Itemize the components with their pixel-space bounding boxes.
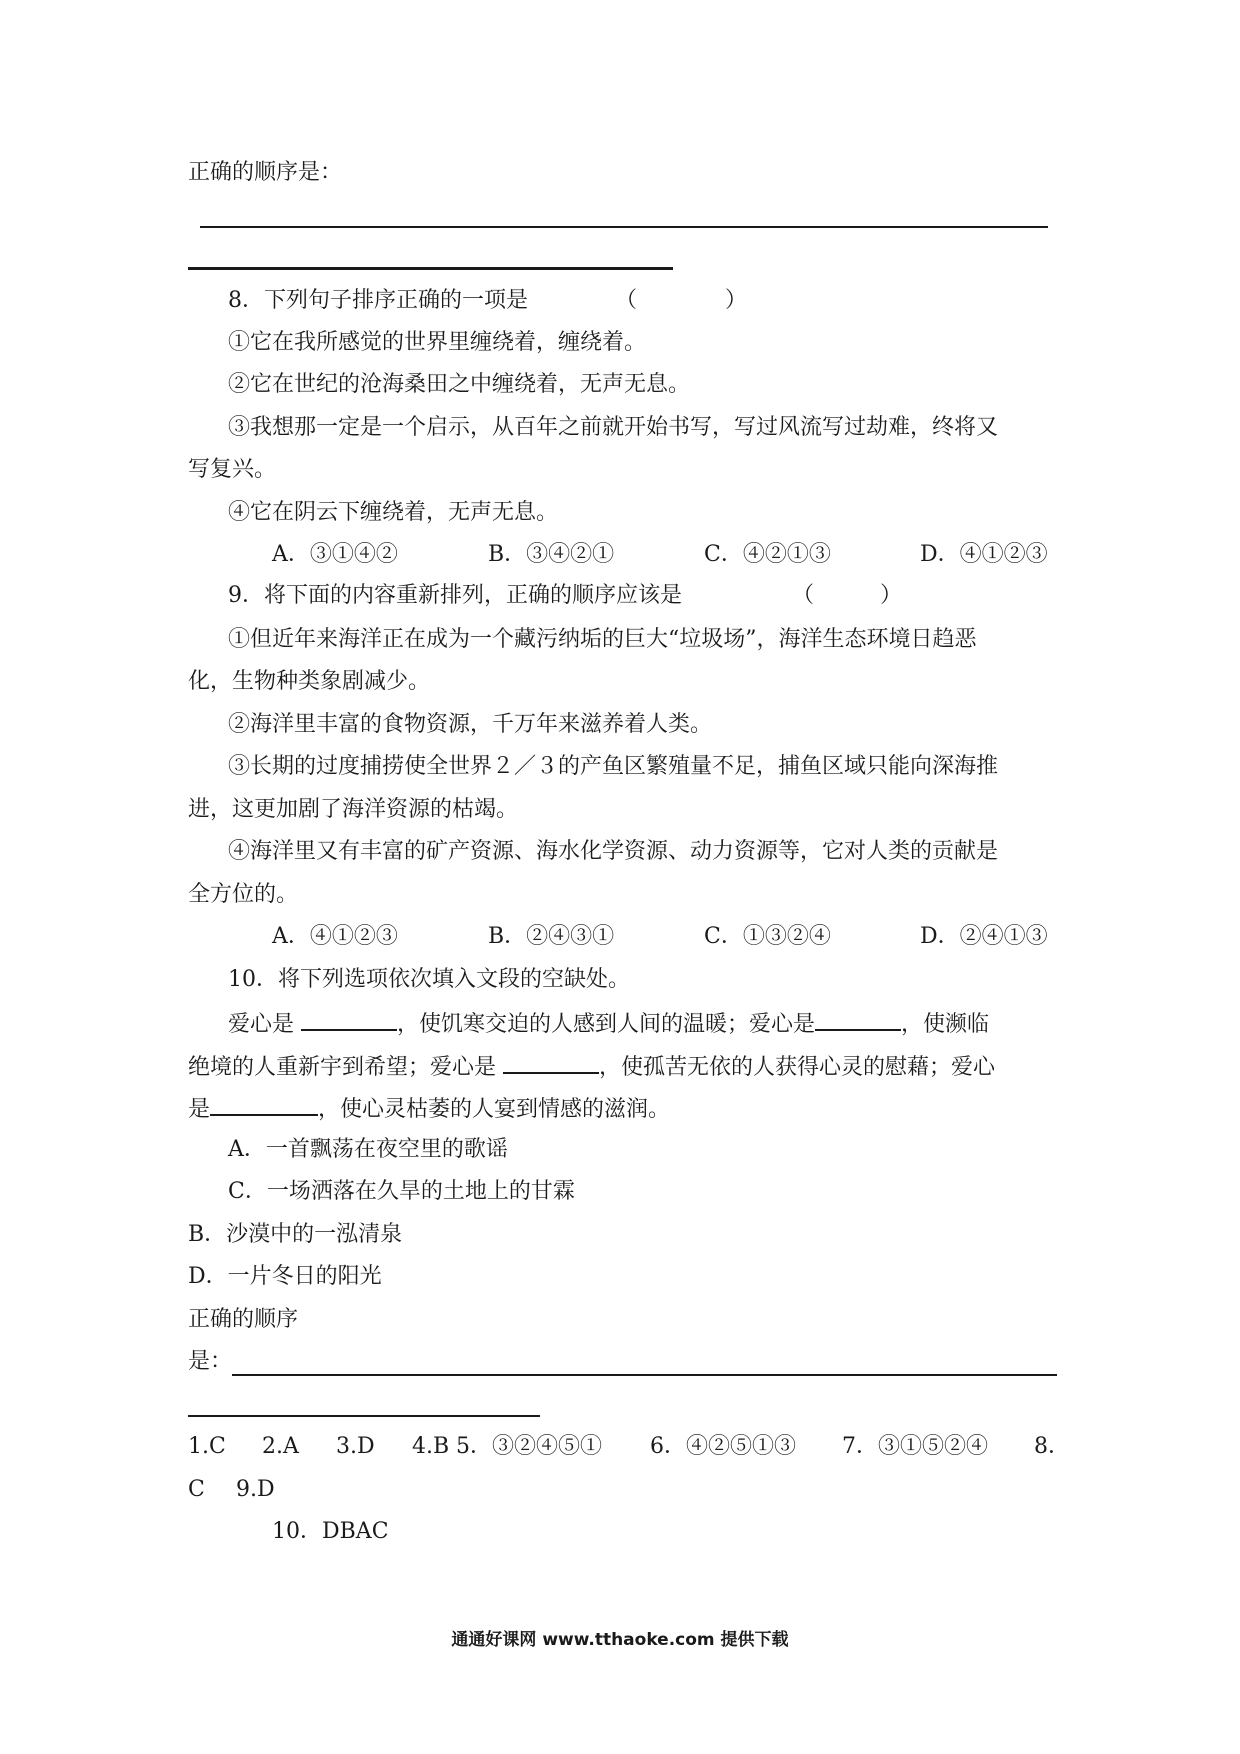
q8-option-a[interactable]: A．③①④②: [272, 542, 398, 567]
q9-sentence-3-cont: 进，这更加剧了海洋资源的枯竭。: [188, 797, 519, 822]
q8-sentence-1: ①它在我所感觉的世界里缠绕着，缠绕着。: [228, 330, 647, 355]
q10-text: 是: [188, 1097, 211, 1122]
answer-3: 3.D: [336, 1434, 375, 1459]
q10-order-prompt: 正确的顺序: [188, 1307, 299, 1332]
answer-5: 5．③②④⑤①: [456, 1434, 602, 1459]
q9-sentence-1-cont: 化，生物种类象剧减少。: [188, 669, 431, 694]
q9-option-a[interactable]: A．④①②③: [272, 924, 398, 949]
page-footer: 通通好课网 www.tthaoke.com 提供下载: [451, 1630, 789, 1650]
q10-order-prompt-cont: 是：: [188, 1349, 233, 1374]
answer-4: 4.B: [412, 1434, 450, 1459]
q9-option-c[interactable]: C．①③②④: [704, 924, 831, 949]
q10-option-b: B．沙漠中的一泓清泉: [188, 1222, 403, 1247]
answer-2: 2.A: [262, 1434, 299, 1459]
answer-10: 10．DBAC: [272, 1519, 389, 1544]
q10-text: ，使饥寒交迫的人感到人间的温暖；爱心是: [397, 1012, 816, 1037]
q7-answer-line-2[interactable]: [188, 267, 673, 270]
q9-option-b[interactable]: B．②④③①: [488, 924, 615, 949]
q8-sentence-3-cont: 写复兴。: [188, 457, 277, 482]
q10-text: ，使濒临: [901, 1012, 990, 1037]
q10-blank-1[interactable]: [301, 1007, 397, 1031]
q8-sentence-2: ②它在世纪的沧海桑田之中缠绕着，无声无息。: [228, 372, 691, 397]
q9-sentence-1: ①但近年来海洋正在成为一个藏污纳垢的巨大“垃圾场”，海洋生态环境日趋恶: [228, 627, 977, 652]
q10-passage-line-1: [228, 1007, 989, 1040]
q10-text: 绝境的人重新宇到希望；爱心是: [188, 1055, 497, 1080]
q9-sentence-4: ④海洋里又有丰富的矿产资源、海水化学资源、动力资源等，它对人类的贡献是: [228, 839, 999, 864]
q10-blank-3[interactable]: [503, 1050, 599, 1074]
answer-9: 9.D: [236, 1477, 275, 1502]
q8-sentence-3: ③我想那一定是一个启示，从百年之前就开始书写，写过风流写过劫难，终将又: [228, 415, 999, 440]
q8-option-c[interactable]: C．④②①③: [704, 542, 831, 567]
q8-answer-paren[interactable]: （ ）: [615, 288, 748, 313]
q10-answer-line-2[interactable]: [188, 1415, 540, 1417]
q8-stem: 8．下列句子排序正确的一项是: [228, 288, 528, 313]
q10-passage-line-2: [188, 1050, 995, 1083]
q9-sentence-3: ③长期的过度捕捞使全世界２／３的产鱼区繁殖量不足，捕鱼区域只能向深海推: [228, 754, 999, 779]
q10-blank-2[interactable]: [815, 1007, 901, 1031]
q9-sentence-4-cont: 全方位的。: [188, 882, 299, 907]
q9-option-d[interactable]: D．②④①③: [920, 924, 1048, 949]
answer-1: 1.C: [188, 1434, 226, 1459]
q10-text: 爱心是: [228, 1012, 295, 1037]
q10-text: ，使心灵枯萎的人宴到情感的滋润。: [318, 1097, 671, 1122]
q8-option-b[interactable]: B．③④②①: [488, 542, 615, 567]
q9-stem: 9．将下面的内容重新排列，正确的顺序应该是: [228, 583, 682, 608]
answer-8: 8．: [1034, 1434, 1070, 1459]
q10-answer-line-1[interactable]: [232, 1374, 1057, 1376]
answer-6: 6．④②⑤①③: [650, 1434, 796, 1459]
q10-option-c: C．一场洒落在久旱的土地上的甘霖: [228, 1179, 575, 1204]
q10-passage-line-3: [188, 1092, 670, 1125]
q10-text: ，使孤苦无依的人获得心灵的慰藉；爱心: [599, 1055, 996, 1080]
answer-8-value: C: [188, 1477, 205, 1502]
answer-7: 7．③①⑤②④: [842, 1434, 988, 1459]
q10-option-a: A．一首飘荡在夜空里的歌谣: [228, 1137, 508, 1162]
q9-sentence-2: ②海洋里丰富的食物资源，千万年来滋养着人类。: [228, 712, 713, 737]
q9-answer-paren[interactable]: （ ）: [792, 583, 903, 608]
q7-answer-line-1[interactable]: [200, 226, 1048, 228]
q10-blank-4[interactable]: [210, 1092, 318, 1116]
q8-sentence-4: ④它在阴云下缠绕着，无声无息。: [228, 500, 559, 525]
q10-option-d: D．一片冬日的阳光: [188, 1264, 382, 1289]
q10-stem: 10．将下列选项依次填入文段的空缺处。: [228, 967, 630, 992]
q8-option-d[interactable]: D．④①②③: [920, 542, 1048, 567]
q7-order-prompt: 正确的顺序是：: [188, 160, 343, 185]
